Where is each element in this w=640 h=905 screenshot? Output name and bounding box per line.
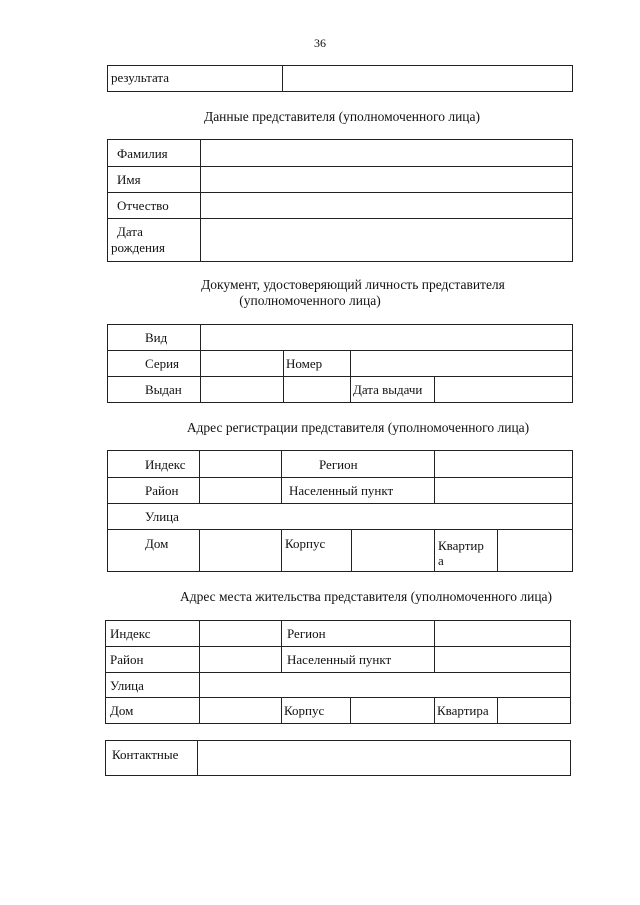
result-field[interactable] xyxy=(283,66,571,91)
doc-type-label: Вид xyxy=(145,330,168,345)
result-table xyxy=(107,65,573,92)
registration-address-heading: Адрес регистрации представителя (уполномоченного лица) xyxy=(186,420,530,435)
birth-date-label-line1: Дата xyxy=(117,224,143,239)
reg-index-field[interactable] xyxy=(200,451,281,477)
reg-apartment-field[interactable] xyxy=(498,530,571,570)
doc-issued-by-field[interactable] xyxy=(201,377,349,401)
reg-building-field[interactable] xyxy=(352,530,434,570)
residence-address-heading: Адрес места жительства представителя (уполномоченного лица) xyxy=(179,589,553,604)
result-label: результата xyxy=(111,70,170,85)
name-field[interactable] xyxy=(201,167,571,192)
res-locality-label: Населенный пункт xyxy=(287,652,392,667)
patronymic-field[interactable] xyxy=(201,193,571,218)
surname-field[interactable] xyxy=(201,140,571,166)
identity-document-table xyxy=(107,324,573,403)
res-house-field[interactable] xyxy=(200,698,281,722)
reg-index-label: Индекс xyxy=(145,457,186,472)
page-number: 36 xyxy=(314,36,326,50)
res-region-field[interactable] xyxy=(435,621,569,646)
doc-number-label: Номер xyxy=(286,356,323,371)
reg-apartment-label-part2: а xyxy=(438,553,444,568)
residence-address-table xyxy=(105,620,571,724)
identity-document-heading-line2: (уполномоченного лица) xyxy=(239,293,381,308)
birth-date-field[interactable] xyxy=(201,219,571,260)
res-apartment-label: Квартира xyxy=(437,703,489,718)
contacts-table xyxy=(105,740,571,776)
res-district-label: Район xyxy=(110,652,144,667)
doc-series-label: Серия xyxy=(145,356,180,371)
res-apartment-field[interactable] xyxy=(498,698,569,722)
res-street-label: Улица xyxy=(110,678,144,693)
identity-document-heading-line1: Документ, удостоверяющий личность представителя xyxy=(201,277,505,292)
reg-house-field[interactable] xyxy=(200,530,281,570)
reg-locality-label: Населенный пункт xyxy=(289,483,394,498)
reg-street-label: Улица xyxy=(145,509,179,524)
res-house-label: Дом xyxy=(110,703,134,718)
reg-house-label: Дом xyxy=(145,536,169,551)
surname-label: Фамилия xyxy=(117,146,168,161)
res-locality-field[interactable] xyxy=(435,647,569,672)
contacts-label: Контактные xyxy=(112,747,179,762)
reg-apartment-label-part1: Квартир xyxy=(438,538,484,553)
res-building-field[interactable] xyxy=(351,698,434,722)
doc-series-field[interactable] xyxy=(201,351,283,376)
reg-district-field[interactable] xyxy=(200,478,281,503)
reg-region-field[interactable] xyxy=(435,451,571,477)
reg-street-field[interactable] xyxy=(200,504,571,529)
contacts-field[interactable] xyxy=(198,741,569,775)
res-building-label: Корпус xyxy=(284,703,325,718)
representative-heading: Данные представителя (уполномоченного лица) xyxy=(203,109,481,124)
representative-table xyxy=(107,139,573,262)
name-label: Имя xyxy=(117,172,141,187)
res-region-label: Регион xyxy=(287,626,326,641)
registration-address-table xyxy=(107,450,573,572)
reg-region-label: Регион xyxy=(319,457,358,472)
doc-number-field[interactable] xyxy=(351,351,571,376)
birth-date-label-line2: рождения xyxy=(111,240,165,255)
reg-building-label: Корпус xyxy=(285,536,326,551)
patronymic-label: Отчество xyxy=(117,198,169,213)
reg-locality-field[interactable] xyxy=(435,478,571,503)
res-index-field[interactable] xyxy=(200,621,281,646)
doc-issued-by-label: Выдан xyxy=(145,382,182,397)
res-street-field[interactable] xyxy=(200,673,569,697)
res-index-label: Индекс xyxy=(110,626,151,641)
reg-district-label: Район xyxy=(145,483,179,498)
doc-issue-date-label: Дата выдачи xyxy=(353,382,423,397)
res-district-field[interactable] xyxy=(200,647,281,672)
doc-type-field[interactable] xyxy=(201,325,571,350)
doc-issue-date-field[interactable] xyxy=(435,377,571,401)
